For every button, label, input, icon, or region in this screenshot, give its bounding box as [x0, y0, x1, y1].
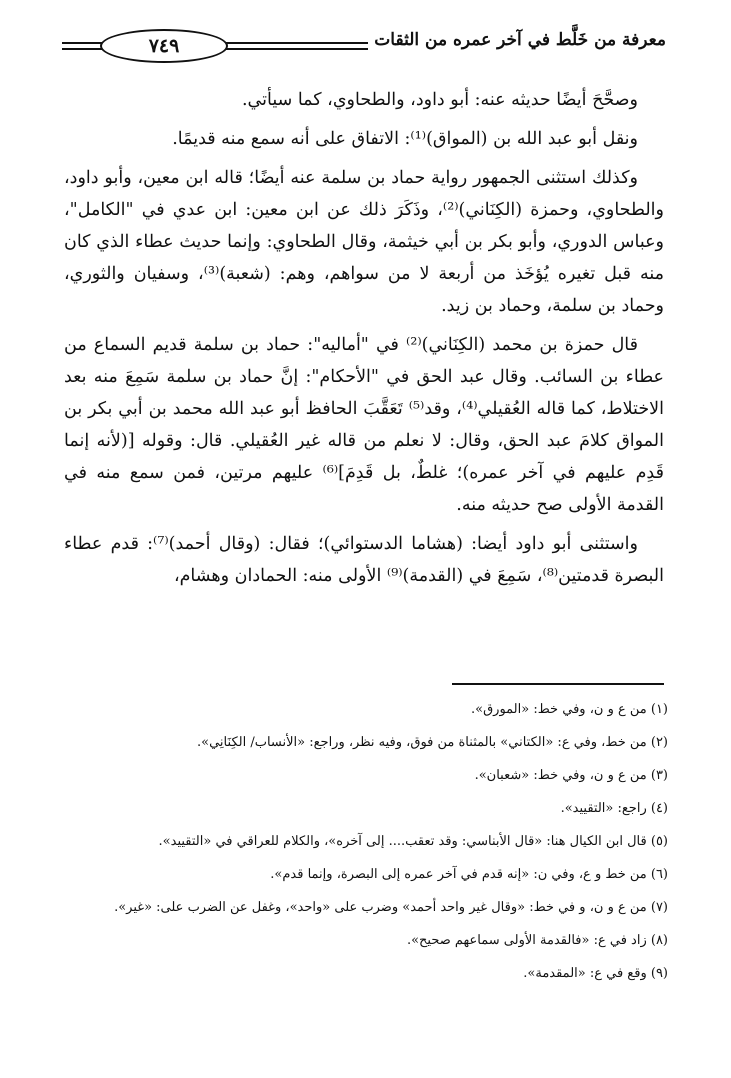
footnote: (٧) من ع و ن، و في خط: «وقال غير واحد أحمد» وضرب على «واحد»، وغفل عن الضرب على: «غير». [114, 900, 668, 915]
footnote: (٥) قال ابن الكيال هنا: «قال الأبناسي: وقد تعقب.... إلى آخره»، والكلام للعراقي في «التقييد». [158, 834, 668, 849]
footnote: (٤) راجع: «التقييد». [560, 801, 668, 816]
footnote: (٩) وقع في ع: «المقدمة». [523, 966, 668, 981]
paragraph: ونقل أبو عبد الله بن (المواق)⁽¹⁾: الاتفاق على أنه سمع منه قديمًا. [172, 129, 638, 149]
main-text [64, 84, 664, 599]
footnote: (١) من ع و ن، وفي خط: «المورق». [471, 702, 668, 717]
footnote: (٣) من ع و ن، وفي خط: «شعبان». [474, 768, 668, 783]
footnote: (٨) زاد في ع: «فالقدمة الأولى سماعهم صحيح». [406, 933, 668, 948]
footnotes [64, 700, 668, 997]
running-title-text: معرفة من خَلَّط في آخر عمره من الثقات [374, 30, 666, 50]
paragraph: واستثنى أبو داود أيضا: (هشاما الدستوائي)؛ فقال: (وقال أحمد)⁽⁷⁾: قدم عطاء البصرة قدمتين⁽⁸⁾، سَمِعَ في (القدمة)⁽⁹⁾ الأولى منه: الحمادان وهشام، [64, 534, 664, 586]
paragraph: وكذلك استثنى الجمهور رواية حماد بن سلمة عنه أيضًا؛ قاله ابن معين، وأبو داود، والطحاوي، وحمزة (الكِنَاني)⁽²⁾، وذَكَرَ ذلك عن ابن معين: ابن عدي في "الكامل"، وعباس الدوري، وأبو بكر بن أبي خيثمة، وقال الطحاوي: وإنما حديث عطاء الذي كان منه قبل تغيره يُؤخَذ من أربعة لا من سواهم، وهم: (شعبة)⁽³⁾، وسفيان والثوري، وحماد بن سلمة، وحماد بن زيد. [64, 168, 664, 316]
footnote-separator [452, 683, 664, 685]
page-number: ٧٤٩ [100, 29, 228, 63]
footnote: (٦) من خط و ع، وفي ن: «إنه قدم في آخر عمره إلى البصرة، وإنما قدم». [270, 867, 668, 882]
page-header [62, 26, 666, 66]
running-title [368, 30, 666, 50]
paragraph: وصحَّحَ أيضًا حديثه عنه: أبو داود، والطحاوي، كما سيأتي. [241, 90, 638, 110]
paragraph: قال حمزة بن محمد (الكِنَاني)⁽²⁾ في "أماليه": حماد بن سلمة قديم السماع من عطاء بن السائب. وقال عبد الحق في "الأحكام": إنَّ حماد بن سلمة سَمِعَ منه بعد الاختلاط، كما قاله العُقيلي⁽⁴⁾، وقد⁽⁵⁾ تَعَقَّبَ الحافظ أبو عبد الله محمد بن أبي بكر بن المواق كلامَ عبد الحق، وقال: لا نعلم من قاله غير العُقيلي. قال: وقوله [(لأنه إنما قَدِم عليهم في آخر عمره)؛ غلطٌ، بل قَدِمَ]⁽⁶⁾ عليهم مرتين، فمن سمع منه في القدمة الأولى صح حديثه منه. [64, 335, 664, 515]
footnote: (٢) من خط، وفي ع: «الكتاني» بالمثناة من فوق، وفيه نظر، وراجع: «الأنساب/ الكِنَانِي». [197, 735, 668, 750]
